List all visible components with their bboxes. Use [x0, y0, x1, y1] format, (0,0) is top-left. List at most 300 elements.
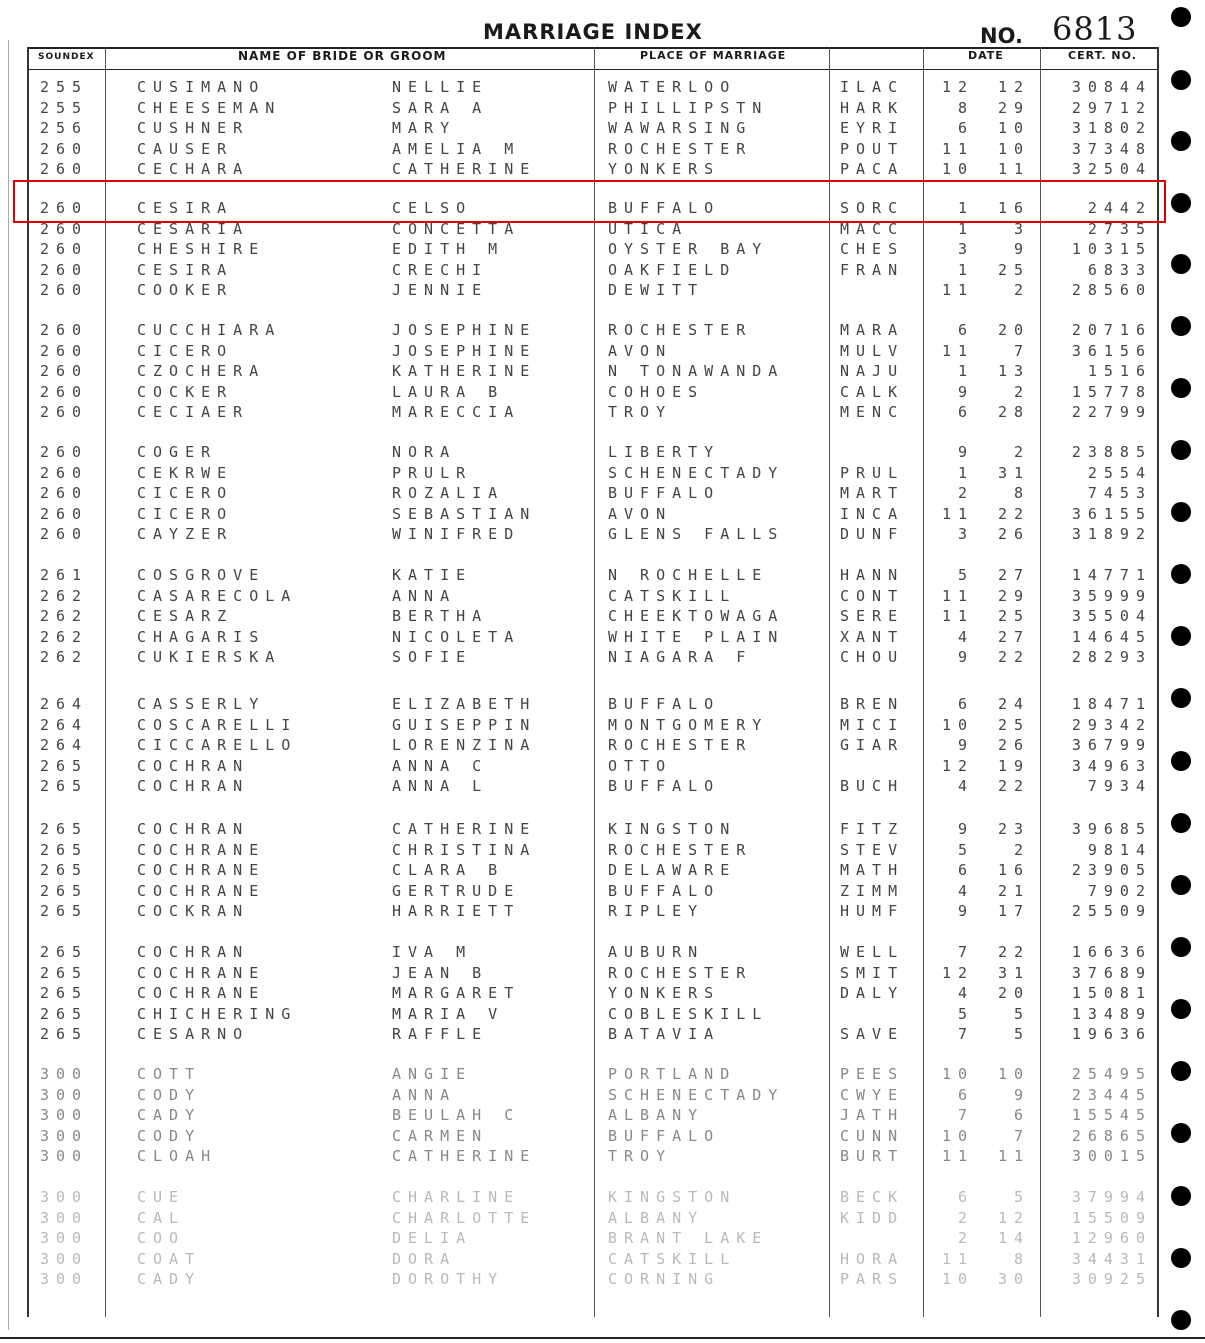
surname-cell: CUCCHIARA	[137, 321, 282, 339]
month-cell: 3	[957, 240, 974, 258]
given-name-cell: AMELIA M	[392, 139, 521, 158]
table-row	[0, 1025, 1205, 1046]
table-row	[0, 736, 1205, 757]
cert-number-cell: 15509	[1071, 1208, 1152, 1227]
surname-cell: COCHRAN	[137, 943, 250, 961]
surname-cell: CADY	[137, 1106, 202, 1124]
soundex-cell: 264	[40, 695, 89, 713]
table-row	[0, 1005, 1205, 1026]
punch-hole	[1171, 751, 1191, 771]
officiant-code-cell: PACA	[840, 160, 905, 178]
officiant-code-cell: NAJU	[840, 362, 905, 380]
month-cell: 8	[957, 98, 974, 117]
table-row	[0, 984, 1205, 1005]
month-cell: 1	[957, 463, 974, 482]
soundex-cell: 265	[40, 861, 89, 879]
soundex-cell: 300	[40, 1188, 89, 1206]
surname-cell: COCHRANE	[137, 881, 266, 900]
day-cell: 11	[997, 1147, 1030, 1165]
month-cell: 1	[957, 362, 974, 380]
cert-number-cell: 35999	[1071, 586, 1152, 605]
table-row	[0, 757, 1205, 778]
month-cell: 10	[941, 1126, 974, 1145]
cert-number-cell: 36155	[1071, 504, 1152, 523]
month-cell: 1	[957, 260, 974, 279]
officiant-code-cell: PARS	[840, 1270, 905, 1288]
surname-cell: CESARNO	[137, 1025, 250, 1043]
officiant-code-cell: MICI	[840, 715, 905, 734]
month-cell: 11	[941, 1249, 974, 1268]
month-cell: 11	[941, 504, 974, 523]
day-cell: 5	[1013, 1188, 1030, 1206]
cert-number-cell: 32504	[1071, 160, 1152, 178]
day-cell: 22	[997, 504, 1030, 523]
place-cell: ROCHESTER	[608, 840, 753, 859]
given-name-cell: WINIFRED	[392, 525, 521, 543]
month-cell: 2	[957, 484, 974, 502]
place-cell: ALBANY	[608, 1106, 705, 1124]
soundex-cell: 265	[40, 963, 89, 982]
place-cell: OTTO	[608, 756, 673, 775]
day-cell: 14	[997, 1229, 1030, 1247]
table-row	[0, 695, 1205, 716]
soundex-cell: 260	[40, 443, 89, 461]
month-cell: 9	[957, 902, 974, 920]
table-row	[0, 1065, 1205, 1086]
cert-number-cell: 7934	[1087, 777, 1152, 795]
soundex-cell: 256	[40, 119, 89, 137]
surname-cell: CODY	[137, 1085, 202, 1104]
month-cell: 12	[941, 963, 974, 982]
place-cell: BUFFALO	[608, 1126, 721, 1145]
given-name-cell: CELSO	[392, 199, 473, 217]
given-name-cell: MARGARET	[392, 984, 521, 1002]
soundex-cell: 261	[40, 566, 89, 584]
place-cell: OYSTER BAY	[608, 240, 769, 258]
table-row	[0, 1209, 1205, 1230]
place-cell: RIPLEY	[608, 902, 705, 920]
day-cell: 25	[997, 607, 1030, 625]
given-name-cell: KATIE	[392, 566, 473, 584]
cert-number-cell: 35504	[1071, 607, 1152, 625]
month-cell: 5	[957, 566, 974, 584]
month-cell: 10	[941, 160, 974, 178]
surname-cell: CHICHERING	[137, 1004, 298, 1023]
table-row	[0, 716, 1205, 737]
soundex-cell: 300	[40, 1147, 89, 1165]
given-name-cell: CHARLINE	[392, 1188, 521, 1206]
given-name-cell: CRECHI	[392, 260, 489, 279]
punch-hole	[1171, 70, 1191, 90]
table-row	[0, 342, 1205, 363]
surname-cell: CICERO	[137, 484, 234, 502]
day-cell: 3	[1013, 219, 1030, 238]
month-cell: 7	[957, 1106, 974, 1124]
surname-cell: COCHRAN	[137, 777, 250, 795]
place-cell: KINGSTON	[608, 1188, 737, 1206]
cert-number-cell: 6833	[1087, 260, 1152, 279]
soundex-cell: 262	[40, 648, 89, 666]
given-name-cell: MARIA V	[392, 1004, 505, 1023]
surname-cell: COSCARELLI	[137, 715, 298, 734]
cert-number-cell: 29712	[1071, 98, 1152, 117]
soundex-cell: 265	[40, 902, 89, 920]
surname-cell: COCHRAN	[137, 756, 250, 775]
officiant-code-cell: MULV	[840, 341, 905, 360]
place-cell: BUFFALO	[608, 881, 721, 900]
surname-cell: COAT	[137, 1249, 202, 1268]
place-cell: KINGSTON	[608, 820, 737, 838]
given-name-cell: MARY	[392, 119, 457, 137]
cert-number-cell: 15081	[1071, 984, 1152, 1002]
cert-number-cell: 23445	[1071, 1085, 1152, 1104]
month-cell: 11	[941, 281, 974, 299]
place-cell: CHEEKTOWAGA	[608, 607, 785, 625]
soundex-cell: 300	[40, 1126, 89, 1145]
surname-cell: CAYZER	[137, 525, 234, 543]
day-cell: 17	[997, 902, 1030, 920]
day-cell: 10	[997, 139, 1030, 158]
day-cell: 31	[997, 963, 1030, 982]
month-cell: 6	[957, 119, 974, 137]
month-cell: 6	[957, 695, 974, 713]
soundex-cell: 265	[40, 820, 89, 838]
month-cell: 11	[941, 139, 974, 158]
soundex-cell: 262	[40, 607, 89, 625]
day-cell: 19	[997, 756, 1030, 775]
officiant-code-cell: MARA	[840, 321, 905, 339]
cert-number-cell: 37348	[1071, 139, 1152, 158]
punch-hole	[1171, 502, 1191, 522]
given-name-cell: ANGIE	[392, 1065, 473, 1083]
table-row	[0, 628, 1205, 649]
given-name-cell: CHRISTINA	[392, 840, 537, 859]
table-row	[0, 1188, 1205, 1209]
officiant-code-cell: BECK	[840, 1188, 905, 1206]
surname-cell: COGER	[137, 443, 218, 461]
surname-cell: COCHRANE	[137, 861, 266, 879]
table-row	[0, 464, 1205, 485]
surname-cell: CUSIMANO	[137, 78, 266, 96]
month-cell: 1	[957, 199, 974, 217]
place-cell: PHILLIPSTN	[608, 98, 769, 117]
place-cell: CORNING	[608, 1270, 721, 1288]
place-cell: BUFFALO	[608, 484, 721, 502]
table-row	[0, 403, 1205, 424]
cert-number-cell: 30015	[1071, 1147, 1152, 1165]
given-name-cell: JOSEPHINE	[392, 341, 537, 360]
table-row	[0, 820, 1205, 841]
cert-number-cell: 10315	[1071, 240, 1152, 258]
month-cell: 6	[957, 861, 974, 879]
month-cell: 10	[941, 1270, 974, 1288]
soundex-cell: 265	[40, 756, 89, 775]
day-cell: 23	[997, 820, 1030, 838]
place-cell: BATAVIA	[608, 1025, 721, 1043]
cert-number-cell: 1516	[1087, 362, 1152, 380]
month-cell: 9	[957, 820, 974, 838]
place-header: PLACE OF MARRIAGE	[640, 49, 787, 62]
place-cell: CATSKILL	[608, 586, 737, 605]
place-cell: AVON	[608, 504, 673, 523]
month-cell: 5	[957, 840, 974, 859]
table-row	[0, 119, 1205, 140]
soundex-cell: 262	[40, 627, 89, 646]
month-cell: 6	[957, 1085, 974, 1104]
month-cell: 7	[957, 1025, 974, 1043]
punch-hole	[1171, 1310, 1191, 1330]
cert-number-cell: 14645	[1071, 627, 1152, 646]
soundex-cell: 300	[40, 1208, 89, 1227]
day-cell: 16	[997, 199, 1030, 217]
officiant-code-cell: BUCH	[840, 777, 905, 795]
cert-number-cell: 15778	[1071, 382, 1152, 401]
table-row	[0, 1086, 1205, 1107]
soundex-cell: 260	[40, 403, 89, 421]
place-cell: ALBANY	[608, 1208, 705, 1227]
place-cell: DELAWARE	[608, 861, 737, 879]
given-name-cell: CLARA B	[392, 861, 505, 879]
page-title: MARRIAGE INDEX	[483, 20, 703, 44]
given-name-cell: DOROTHY	[392, 1270, 505, 1288]
punch-hole	[1171, 937, 1191, 957]
given-name-cell: DORA	[392, 1249, 457, 1268]
month-cell: 6	[957, 1188, 974, 1206]
place-cell: AVON	[608, 341, 673, 360]
table-row	[0, 383, 1205, 404]
given-name-cell: SARA A	[392, 98, 489, 117]
day-cell: 5	[1013, 1004, 1030, 1023]
day-cell: 31	[997, 463, 1030, 482]
surname-cell: CEKRWE	[137, 463, 234, 482]
day-cell: 29	[997, 586, 1030, 605]
surname-cell: CAUSER	[137, 139, 234, 158]
officiant-code-cell: EYRI	[840, 119, 905, 137]
table-row	[0, 1106, 1205, 1127]
place-cell: SCHENECTADY	[608, 463, 785, 482]
cert-number-cell: 18471	[1071, 695, 1152, 713]
punch-hole	[1171, 999, 1191, 1019]
given-name-cell: DELIA	[392, 1229, 473, 1247]
cert-number-cell: 23905	[1071, 861, 1152, 879]
surname-cell: CASARECOLA	[137, 586, 298, 605]
soundex-header: SOUNDEX	[38, 52, 95, 62]
officiant-code-cell: HARK	[840, 98, 905, 117]
soundex-cell: 300	[40, 1270, 89, 1288]
given-name-cell: GERTRUDE	[392, 881, 521, 900]
day-cell: 26	[997, 736, 1030, 754]
month-cell: 4	[957, 881, 974, 900]
cert-number-cell: 2735	[1087, 219, 1152, 238]
month-cell: 2	[957, 1229, 974, 1247]
given-name-cell: ANNA	[392, 586, 457, 605]
soundex-cell: 262	[40, 586, 89, 605]
surname-cell: CECHARA	[137, 160, 250, 178]
day-cell: 22	[997, 943, 1030, 961]
soundex-cell: 255	[40, 78, 89, 96]
given-name-cell: KATHERINE	[392, 362, 537, 380]
month-cell: 12	[941, 756, 974, 775]
soundex-cell: 260	[40, 463, 89, 482]
given-name-cell: CARMEN	[392, 1126, 489, 1145]
soundex-cell: 265	[40, 840, 89, 859]
place-cell: BRANT LAKE	[608, 1229, 769, 1247]
punch-hole	[1171, 378, 1191, 398]
surname-cell: COCHRANE	[137, 984, 266, 1002]
soundex-cell: 300	[40, 1106, 89, 1124]
surname-cell: CLOAH	[137, 1147, 218, 1165]
cert-number-cell: 19636	[1071, 1025, 1152, 1043]
soundex-cell: 265	[40, 881, 89, 900]
soundex-cell: 265	[40, 984, 89, 1002]
punch-hole	[1171, 1061, 1191, 1081]
day-cell: 9	[1013, 1085, 1030, 1104]
table-row	[0, 261, 1205, 282]
surname-cell: CESARIA	[137, 219, 250, 238]
day-cell: 8	[1013, 484, 1030, 502]
given-name-cell: LORENZINA	[392, 736, 537, 754]
officiant-code-cell: CHOU	[840, 648, 905, 666]
cert-number-cell: 7453	[1087, 484, 1152, 502]
place-cell: GLENS FALLS	[608, 525, 785, 543]
officiant-code-cell: ILAC	[840, 78, 905, 96]
officiant-code-cell: POUT	[840, 139, 905, 158]
table-row	[0, 1270, 1205, 1291]
officiant-code-cell: FITZ	[840, 820, 905, 838]
cert-number-cell: 37689	[1071, 963, 1152, 982]
highlighted-entry-box	[13, 180, 1166, 223]
month-cell: 11	[941, 586, 974, 605]
cert-number-cell: 26865	[1071, 1126, 1152, 1145]
place-cell: CATSKILL	[608, 1249, 737, 1268]
soundex-cell: 260	[40, 362, 89, 380]
cert-number-cell: 14771	[1071, 566, 1152, 584]
place-cell: COBLESKILL	[608, 1004, 769, 1023]
month-cell: 9	[957, 648, 974, 666]
officiant-code-cell: INCA	[840, 504, 905, 523]
day-cell: 27	[997, 627, 1030, 646]
officiant-code-cell: MENC	[840, 403, 905, 421]
officiant-code-cell: PEES	[840, 1065, 905, 1083]
given-name-cell: LAURA B	[392, 382, 505, 401]
surname-cell: CICCARELLO	[137, 736, 298, 754]
cert-number-cell: 34431	[1071, 1249, 1152, 1268]
surname-cell: CHESHIRE	[137, 240, 266, 258]
punch-hole	[1171, 254, 1191, 274]
officiant-code-cell: BREN	[840, 695, 905, 713]
cert-number-cell: 15545	[1071, 1106, 1152, 1124]
officiant-code-cell: STEV	[840, 840, 905, 859]
officiant-code-cell: MACC	[840, 219, 905, 238]
punch-hole	[1171, 1248, 1191, 1268]
table-row	[0, 841, 1205, 862]
punch-hole	[1171, 193, 1191, 213]
day-cell: 12	[997, 78, 1030, 96]
place-cell: WAWARSING	[608, 119, 753, 137]
page-number: 6813	[1052, 10, 1138, 48]
officiant-code-cell: SMIT	[840, 963, 905, 982]
officiant-code-cell: HORA	[840, 1249, 905, 1268]
officiant-code-cell: SERE	[840, 607, 905, 625]
month-cell: 4	[957, 777, 974, 795]
table-row	[0, 362, 1205, 383]
table-row	[0, 1147, 1205, 1168]
day-cell: 30	[997, 1270, 1030, 1288]
surname-cell: COCHRAN	[137, 820, 250, 838]
place-cell: YONKERS	[608, 984, 721, 1002]
page-bottom-edge	[0, 1337, 1205, 1339]
officiant-code-cell: PRUL	[840, 463, 905, 482]
cert-number-cell: 31802	[1071, 119, 1152, 137]
officiant-code-cell: CONT	[840, 586, 905, 605]
cert-number-cell: 39685	[1071, 820, 1152, 838]
day-cell: 20	[997, 321, 1030, 339]
soundex-cell: 260	[40, 341, 89, 360]
table-row	[0, 525, 1205, 546]
surname-cell: CAL	[137, 1208, 186, 1227]
month-cell: 6	[957, 321, 974, 339]
officiant-code-cell: HUMF	[840, 902, 905, 920]
given-name-cell: JEAN B	[392, 963, 489, 982]
place-cell: PORTLAND	[608, 1065, 737, 1083]
officiant-code-cell: KIDD	[840, 1208, 905, 1227]
soundex-cell: 300	[40, 1085, 89, 1104]
day-cell: 29	[997, 98, 1030, 117]
place-cell: BUFFALO	[608, 695, 721, 713]
soundex-cell: 260	[40, 219, 89, 238]
place-cell: COHOES	[608, 382, 705, 401]
given-name-cell: EDITH M	[392, 240, 505, 258]
officiant-code-cell: SORC	[840, 199, 905, 217]
day-cell: 10	[997, 1065, 1030, 1083]
given-name-cell: CONCETTA	[392, 219, 521, 238]
day-cell: 6	[1013, 1106, 1030, 1124]
table-row	[0, 99, 1205, 120]
day-cell: 22	[997, 777, 1030, 795]
soundex-cell: 300	[40, 1249, 89, 1268]
given-name-cell: IVA M	[392, 943, 473, 961]
day-cell: 2	[1013, 443, 1030, 461]
officiant-code-cell: FRAN	[840, 260, 905, 279]
day-cell: 20	[997, 984, 1030, 1002]
table-row	[0, 943, 1205, 964]
given-name-cell: HARRIETT	[392, 902, 521, 920]
cert-number-cell: 34963	[1071, 756, 1152, 775]
day-cell: 7	[1013, 1126, 1030, 1145]
place-cell: OAKFIELD	[608, 260, 737, 279]
month-cell: 4	[957, 984, 974, 1002]
given-name-cell: CATHERINE	[392, 1147, 537, 1165]
surname-cell: COCHRANE	[137, 963, 266, 982]
month-cell: 9	[957, 443, 974, 461]
punch-hole	[1171, 131, 1191, 151]
soundex-cell: 265	[40, 1004, 89, 1023]
officiant-code-cell: WELL	[840, 943, 905, 961]
soundex-cell: 265	[40, 1025, 89, 1043]
punch-hole	[1171, 813, 1191, 833]
surname-cell: CUKIERSKA	[137, 648, 282, 666]
given-name-cell: ANNA L	[392, 777, 489, 795]
month-cell: 4	[957, 627, 974, 646]
cert-number-cell: 29342	[1071, 715, 1152, 734]
soundex-cell: 300	[40, 1065, 89, 1083]
soundex-cell: 260	[40, 504, 89, 523]
place-cell: N TONAWANDA	[608, 362, 785, 380]
day-cell: 22	[997, 648, 1030, 666]
day-cell: 25	[997, 715, 1030, 734]
day-cell: 2	[1013, 840, 1030, 859]
place-cell: ROCHESTER	[608, 963, 753, 982]
